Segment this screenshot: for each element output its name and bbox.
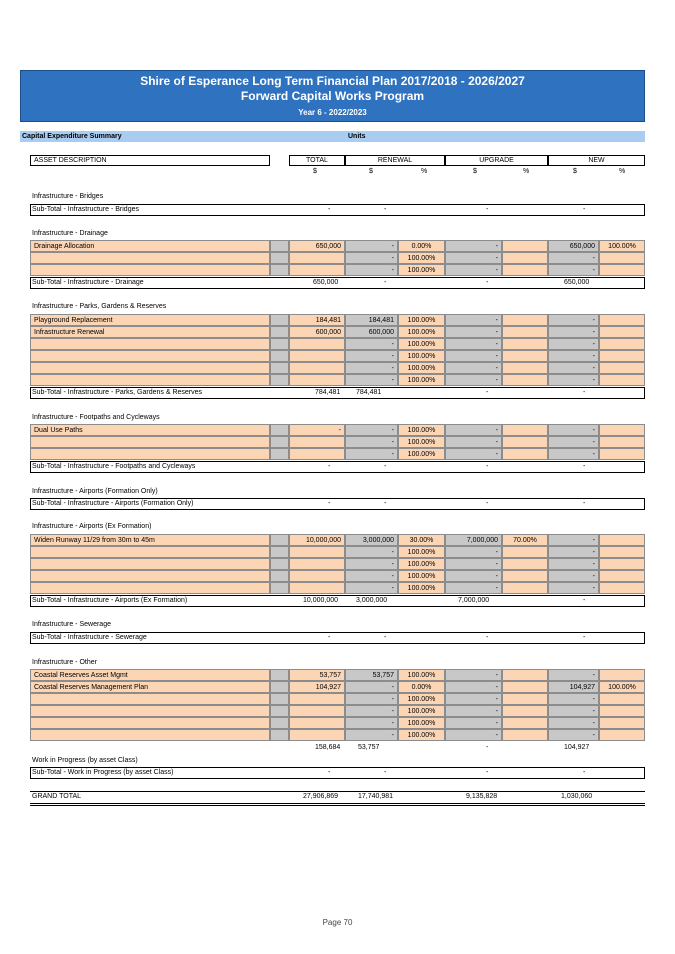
cell-upgrade: -	[445, 326, 502, 338]
cell-renewal: 53,757	[345, 669, 398, 681]
cell-total	[289, 264, 345, 276]
spacer-cell	[270, 582, 289, 594]
cell-renewal-pct: 100.00%	[398, 252, 445, 264]
grand-total-label: GRAND TOTAL	[32, 793, 82, 800]
summary-bar	[20, 131, 645, 142]
header-total: TOTAL	[289, 155, 345, 166]
cell-renewal-pct: 100.00%	[398, 570, 445, 582]
cell-total	[289, 717, 345, 729]
item-description: Coastal Reserves Asset Mgmt	[30, 669, 270, 681]
cell-renewal: -	[345, 424, 398, 436]
spacer-cell	[270, 362, 289, 374]
cell-new: 650,000	[548, 240, 599, 252]
subtotal-label: Sub-Total - Work in Progress (by asset Class)	[32, 769, 174, 776]
cell-new: -	[583, 463, 586, 470]
cell-renewal: -	[345, 374, 398, 386]
cell-renewal: 784,481	[356, 389, 382, 396]
section-title: Infrastructure - Parks, Gardens & Reserves	[32, 303, 167, 310]
spacer-cell	[270, 436, 289, 448]
cell-total: -	[328, 634, 331, 641]
subtotal-label: Sub-Total - Infrastructure - Airports (Formation Only)	[32, 500, 194, 507]
cell-total	[289, 705, 345, 717]
cell-total: -	[289, 424, 345, 436]
cell-total	[289, 350, 345, 362]
cell-total	[289, 558, 345, 570]
cell-renewal: -	[384, 634, 387, 641]
cell-new: -	[548, 717, 599, 729]
item-description	[30, 264, 270, 276]
cell-new: -	[548, 570, 599, 582]
cell-upgrade-pct	[502, 326, 548, 338]
cell-new: 650,000	[564, 279, 590, 286]
cell-new-pct	[599, 314, 645, 326]
spacer-cell	[270, 424, 289, 436]
cell-upgrade-pct	[502, 669, 548, 681]
cell-upgrade: -	[486, 769, 489, 776]
item-description	[30, 374, 270, 386]
cell-renewal-pct: 0.00%	[398, 240, 445, 252]
cell-upgrade: -	[445, 570, 502, 582]
cell-renewal-pct: 100.00%	[398, 374, 445, 386]
cell-total: 104,927	[289, 681, 345, 693]
spacer-cell	[270, 558, 289, 570]
cell-new: -	[548, 362, 599, 374]
cell-new: -	[548, 338, 599, 350]
section-title: Infrastructure - Footpaths and Cycleways	[32, 414, 160, 421]
header-upgrade-dollar: $	[473, 168, 477, 175]
cell-upgrade: -	[445, 350, 502, 362]
spacer-cell	[270, 693, 289, 705]
cell-total: -	[328, 206, 331, 213]
cell-new: -	[548, 693, 599, 705]
spacer-cell	[270, 546, 289, 558]
item-description	[30, 693, 270, 705]
cell-new-pct	[599, 546, 645, 558]
header-renewal-dollar: $	[369, 168, 373, 175]
item-description	[30, 546, 270, 558]
cell-upgrade: -	[445, 240, 502, 252]
cell-upgrade-pct	[502, 252, 548, 264]
spacer-cell	[270, 717, 289, 729]
cell-renewal-pct: 100.00%	[398, 326, 445, 338]
section-title: Infrastructure - Airports (Ex Formation)	[32, 523, 152, 530]
cell-renewal-pct: 100.00%	[398, 558, 445, 570]
cell-total	[289, 252, 345, 264]
report-subtitle: Forward Capital Works Program	[240, 89, 425, 103]
cell-renewal: -	[345, 693, 398, 705]
cell-new: 104,927	[564, 744, 590, 751]
cell-total: 650,000	[313, 279, 339, 286]
cell-upgrade-pct	[502, 362, 548, 374]
cell-upgrade-pct	[502, 717, 548, 729]
cell-new: -	[548, 424, 599, 436]
cell-new-pct	[599, 362, 645, 374]
cell-new: -	[548, 350, 599, 362]
cell-upgrade: 7,000,000	[445, 534, 502, 546]
cell-new-pct: 100.00%	[599, 681, 645, 693]
cell-total: 53,757	[289, 669, 345, 681]
item-description	[30, 717, 270, 729]
cell-new: -	[548, 558, 599, 570]
spacer-cell	[270, 705, 289, 717]
cell-total: -	[328, 769, 331, 776]
cell-upgrade-pct	[502, 558, 548, 570]
cell-new-pct	[599, 582, 645, 594]
subtotal-label: Sub-Total - Infrastructure - Parks, Gardens & Reserves	[32, 389, 203, 396]
cell-upgrade-pct	[502, 424, 548, 436]
header-upgrade: UPGRADE	[445, 155, 548, 166]
cell-upgrade-pct	[502, 546, 548, 558]
cell-upgrade: -	[486, 744, 489, 751]
header-asset: ASSET DESCRIPTION	[30, 155, 270, 166]
cell-upgrade: -	[445, 338, 502, 350]
page-number: Page 70	[322, 918, 353, 927]
cell-renewal: -	[384, 769, 387, 776]
cell-upgrade: -	[445, 448, 502, 460]
cell-renewal-pct: 30.00%	[398, 534, 445, 546]
cell-total	[289, 374, 345, 386]
item-description: Dual Use Paths	[30, 424, 270, 436]
report-year: Year 6 - 2022/2023	[298, 108, 367, 117]
cell-renewal: 3,000,000	[356, 597, 388, 604]
cell-renewal: -	[345, 582, 398, 594]
cell-renewal-pct: 100.00%	[398, 264, 445, 276]
header-new-dollar: $	[573, 168, 577, 175]
cell-total	[289, 546, 345, 558]
cell-renewal: -	[384, 463, 387, 470]
header-renewal: RENEWAL	[345, 155, 445, 166]
cell-upgrade: -	[445, 582, 502, 594]
cell-total: -	[328, 463, 331, 470]
cell-new: -	[548, 669, 599, 681]
cell-new-pct	[599, 436, 645, 448]
cell-renewal-pct: 100.00%	[398, 424, 445, 436]
cell-total: 650,000	[289, 240, 345, 252]
cell-renewal: -	[384, 279, 387, 286]
grand-total-bottom-rule	[30, 803, 645, 804]
cell-renewal: -	[345, 252, 398, 264]
cell-new: -	[548, 326, 599, 338]
cell-upgrade-pct	[502, 729, 548, 741]
cell-upgrade-pct	[502, 448, 548, 460]
header-total-dollar: $	[313, 168, 317, 175]
item-description: Infrastructure Renewal	[30, 326, 270, 338]
cell-new: -	[548, 534, 599, 546]
cell-upgrade: -	[445, 424, 502, 436]
cell-renewal: -	[345, 717, 398, 729]
cell-new-pct	[599, 570, 645, 582]
cell-total: 784,481	[315, 389, 341, 396]
item-description	[30, 362, 270, 374]
cell-new: -	[548, 436, 599, 448]
item-description: Coastal Reserves Management Plan	[30, 681, 270, 693]
cell-renewal: -	[345, 546, 398, 558]
header-renewal-pct: %	[421, 168, 428, 175]
cell-total	[289, 436, 345, 448]
item-description	[30, 582, 270, 594]
spacer-cell	[270, 350, 289, 362]
cell-upgrade: -	[445, 362, 502, 374]
cell-new-pct	[599, 534, 645, 546]
cell-total	[289, 338, 345, 350]
section-title: Infrastructure - Other	[32, 659, 97, 666]
item-description	[30, 338, 270, 350]
cell-renewal: -	[345, 362, 398, 374]
cell-total	[289, 729, 345, 741]
cell-new-pct	[599, 693, 645, 705]
cell-new-pct: 100.00%	[599, 240, 645, 252]
item-description	[30, 558, 270, 570]
header-upgrade-pct: %	[523, 168, 530, 175]
cell-total: 158,684	[315, 744, 341, 751]
section-title: Infrastructure - Drainage	[32, 230, 108, 237]
cell-upgrade: -	[445, 264, 502, 276]
spacer-cell	[270, 240, 289, 252]
cell-total: 184,481	[289, 314, 345, 326]
cell-renewal-pct: 0.00%	[398, 681, 445, 693]
cell-upgrade-pct	[502, 314, 548, 326]
cell-renewal-pct: 100.00%	[398, 705, 445, 717]
item-description: Playground Replacement	[30, 314, 270, 326]
item-description	[30, 729, 270, 741]
cell-renewal: -	[345, 558, 398, 570]
header-new-pct: %	[619, 168, 626, 175]
cell-upgrade: -	[486, 206, 489, 213]
spacer-cell	[270, 264, 289, 276]
cell-upgrade-pct	[502, 570, 548, 582]
section-title: Infrastructure - Sewerage	[32, 621, 111, 628]
cell-new: -	[583, 389, 586, 396]
spacer-cell	[270, 570, 289, 582]
cell-new: -	[548, 448, 599, 460]
header-new: NEW	[548, 155, 645, 166]
cell-new: -	[583, 206, 586, 213]
cell-renewal-pct: 100.00%	[398, 362, 445, 374]
cell-total: 10,000,000	[303, 597, 339, 604]
section-title: Work in Progress (by asset Class)	[32, 757, 138, 764]
cell-new: -	[548, 314, 599, 326]
cell-new-pct	[599, 350, 645, 362]
cell-renewal: -	[345, 729, 398, 741]
cell-renewal: -	[345, 436, 398, 448]
cell-new-pct	[599, 669, 645, 681]
cell-renewal: 184,481	[345, 314, 398, 326]
cell-total	[289, 582, 345, 594]
cell-upgrade: -	[445, 681, 502, 693]
cell-renewal: 3,000,000	[345, 534, 398, 546]
cell-total: -	[328, 500, 331, 507]
item-description	[30, 252, 270, 264]
subtotal-label: Sub-Total - Infrastructure - Drainage	[32, 279, 144, 286]
item-description: Widen Runway 11/29 from 30m to 45m	[30, 534, 270, 546]
cell-upgrade: -	[445, 558, 502, 570]
section-title: Infrastructure - Airports (Formation Only)	[32, 488, 158, 495]
grand-total-bottom-rule-2	[30, 805, 645, 806]
cell-upgrade: -	[445, 717, 502, 729]
cell-upgrade-pct	[502, 582, 548, 594]
cell-new: -	[548, 729, 599, 741]
cell-renewal-pct: 100.00%	[398, 546, 445, 558]
cell-new-pct	[599, 705, 645, 717]
cell-renewal-pct: 100.00%	[398, 693, 445, 705]
cell-new: -	[548, 546, 599, 558]
spacer-cell	[270, 729, 289, 741]
cell-renewal-pct: 100.00%	[398, 436, 445, 448]
cell-new: 104,927	[548, 681, 599, 693]
item-description: Drainage Allocation	[30, 240, 270, 252]
cell-upgrade-pct: 70.00%	[502, 534, 548, 546]
cell-renewal: -	[345, 705, 398, 717]
cell-total: 600,000	[289, 326, 345, 338]
cell-upgrade: -	[486, 634, 489, 641]
grand-renewal-value: 17,740,981	[358, 793, 394, 800]
cell-upgrade: -	[445, 546, 502, 558]
cell-upgrade: -	[486, 279, 489, 286]
cell-upgrade: -	[486, 500, 489, 507]
cell-renewal: -	[384, 206, 387, 213]
cell-renewal: -	[345, 681, 398, 693]
item-description	[30, 448, 270, 460]
cell-upgrade-pct	[502, 681, 548, 693]
spacer-cell	[270, 252, 289, 264]
cell-renewal: 53,757	[358, 744, 380, 751]
cell-new: -	[548, 582, 599, 594]
section-title: Infrastructure - Bridges	[32, 193, 104, 200]
cell-new-pct	[599, 558, 645, 570]
cell-renewal: -	[345, 240, 398, 252]
cell-new: -	[583, 597, 586, 604]
cell-upgrade: -	[445, 436, 502, 448]
cell-new: -	[548, 252, 599, 264]
cell-new-pct	[599, 374, 645, 386]
grand-new-value: 1,030,060	[561, 793, 593, 800]
cell-upgrade: -	[445, 729, 502, 741]
cell-upgrade-pct	[502, 264, 548, 276]
cell-upgrade: 7,000,000	[458, 597, 490, 604]
cell-new: -	[548, 705, 599, 717]
cell-upgrade: -	[445, 252, 502, 264]
cell-new: -	[583, 634, 586, 641]
cell-new-pct	[599, 424, 645, 436]
item-description	[30, 436, 270, 448]
cell-upgrade: -	[445, 705, 502, 717]
subtotal-label: Sub-Total - Infrastructure - Airports (Ex Formation)	[32, 597, 188, 604]
cell-renewal: -	[345, 448, 398, 460]
grand-total-value: 27,906,869	[303, 793, 339, 800]
cell-total	[289, 362, 345, 374]
cell-new: -	[548, 264, 599, 276]
cell-renewal-pct: 100.00%	[398, 350, 445, 362]
cell-upgrade: -	[486, 463, 489, 470]
cell-renewal: -	[345, 570, 398, 582]
cell-new-pct	[599, 338, 645, 350]
cell-total: 10,000,000	[289, 534, 345, 546]
cell-renewal-pct: 100.00%	[398, 338, 445, 350]
spacer-cell	[270, 338, 289, 350]
spacer-cell	[270, 669, 289, 681]
spacer-cell	[270, 681, 289, 693]
report-title: Shire of Esperance Long Term Financial Plan 2017/2018 - 2026/2027	[140, 74, 525, 88]
subtotal-label: Sub-Total - Infrastructure - Bridges	[32, 206, 139, 213]
cell-renewal: -	[345, 338, 398, 350]
cell-new-pct	[599, 729, 645, 741]
cell-upgrade-pct	[502, 338, 548, 350]
cell-total	[289, 448, 345, 460]
units-label: Units	[348, 133, 366, 140]
item-description	[30, 350, 270, 362]
item-description	[30, 570, 270, 582]
cell-upgrade-pct	[502, 350, 548, 362]
spacer-cell	[270, 448, 289, 460]
subtotal-label: Sub-Total - Infrastructure - Footpaths and Cycleways	[32, 463, 196, 470]
subtotal-label: Sub-Total - Infrastructure - Sewerage	[32, 634, 147, 641]
cell-upgrade-pct	[502, 436, 548, 448]
cell-new: -	[583, 769, 586, 776]
cell-upgrade-pct	[502, 374, 548, 386]
cell-renewal-pct: 100.00%	[398, 314, 445, 326]
cell-upgrade: -	[445, 314, 502, 326]
cell-renewal-pct: 100.00%	[398, 717, 445, 729]
cell-new-pct	[599, 252, 645, 264]
cell-renewal: -	[384, 500, 387, 507]
cell-new-pct	[599, 264, 645, 276]
cell-total	[289, 693, 345, 705]
cell-upgrade: -	[445, 374, 502, 386]
spacer-cell	[270, 374, 289, 386]
cell-renewal: 600,000	[345, 326, 398, 338]
cell-new-pct	[599, 326, 645, 338]
cell-renewal-pct: 100.00%	[398, 669, 445, 681]
cell-upgrade-pct	[502, 240, 548, 252]
cell-upgrade: -	[486, 389, 489, 396]
cell-renewal-pct: 100.00%	[398, 448, 445, 460]
cell-upgrade: -	[445, 693, 502, 705]
item-description	[30, 705, 270, 717]
cell-total	[289, 570, 345, 582]
summary-label: Capital Expenditure Summary	[22, 133, 122, 140]
cell-renewal-pct: 100.00%	[398, 582, 445, 594]
spacer-cell	[270, 314, 289, 326]
cell-upgrade-pct	[502, 705, 548, 717]
cell-new-pct	[599, 717, 645, 729]
grand-upgrade-value: 9,135,828	[466, 793, 498, 800]
cell-new: -	[548, 374, 599, 386]
cell-new: -	[583, 500, 586, 507]
cell-new-pct	[599, 448, 645, 460]
spacer-cell	[270, 534, 289, 546]
cell-upgrade-pct	[502, 693, 548, 705]
report-banner	[20, 70, 645, 122]
cell-upgrade: -	[445, 669, 502, 681]
cell-renewal: -	[345, 264, 398, 276]
spacer-cell	[270, 326, 289, 338]
cell-renewal-pct: 100.00%	[398, 729, 445, 741]
cell-renewal: -	[345, 350, 398, 362]
